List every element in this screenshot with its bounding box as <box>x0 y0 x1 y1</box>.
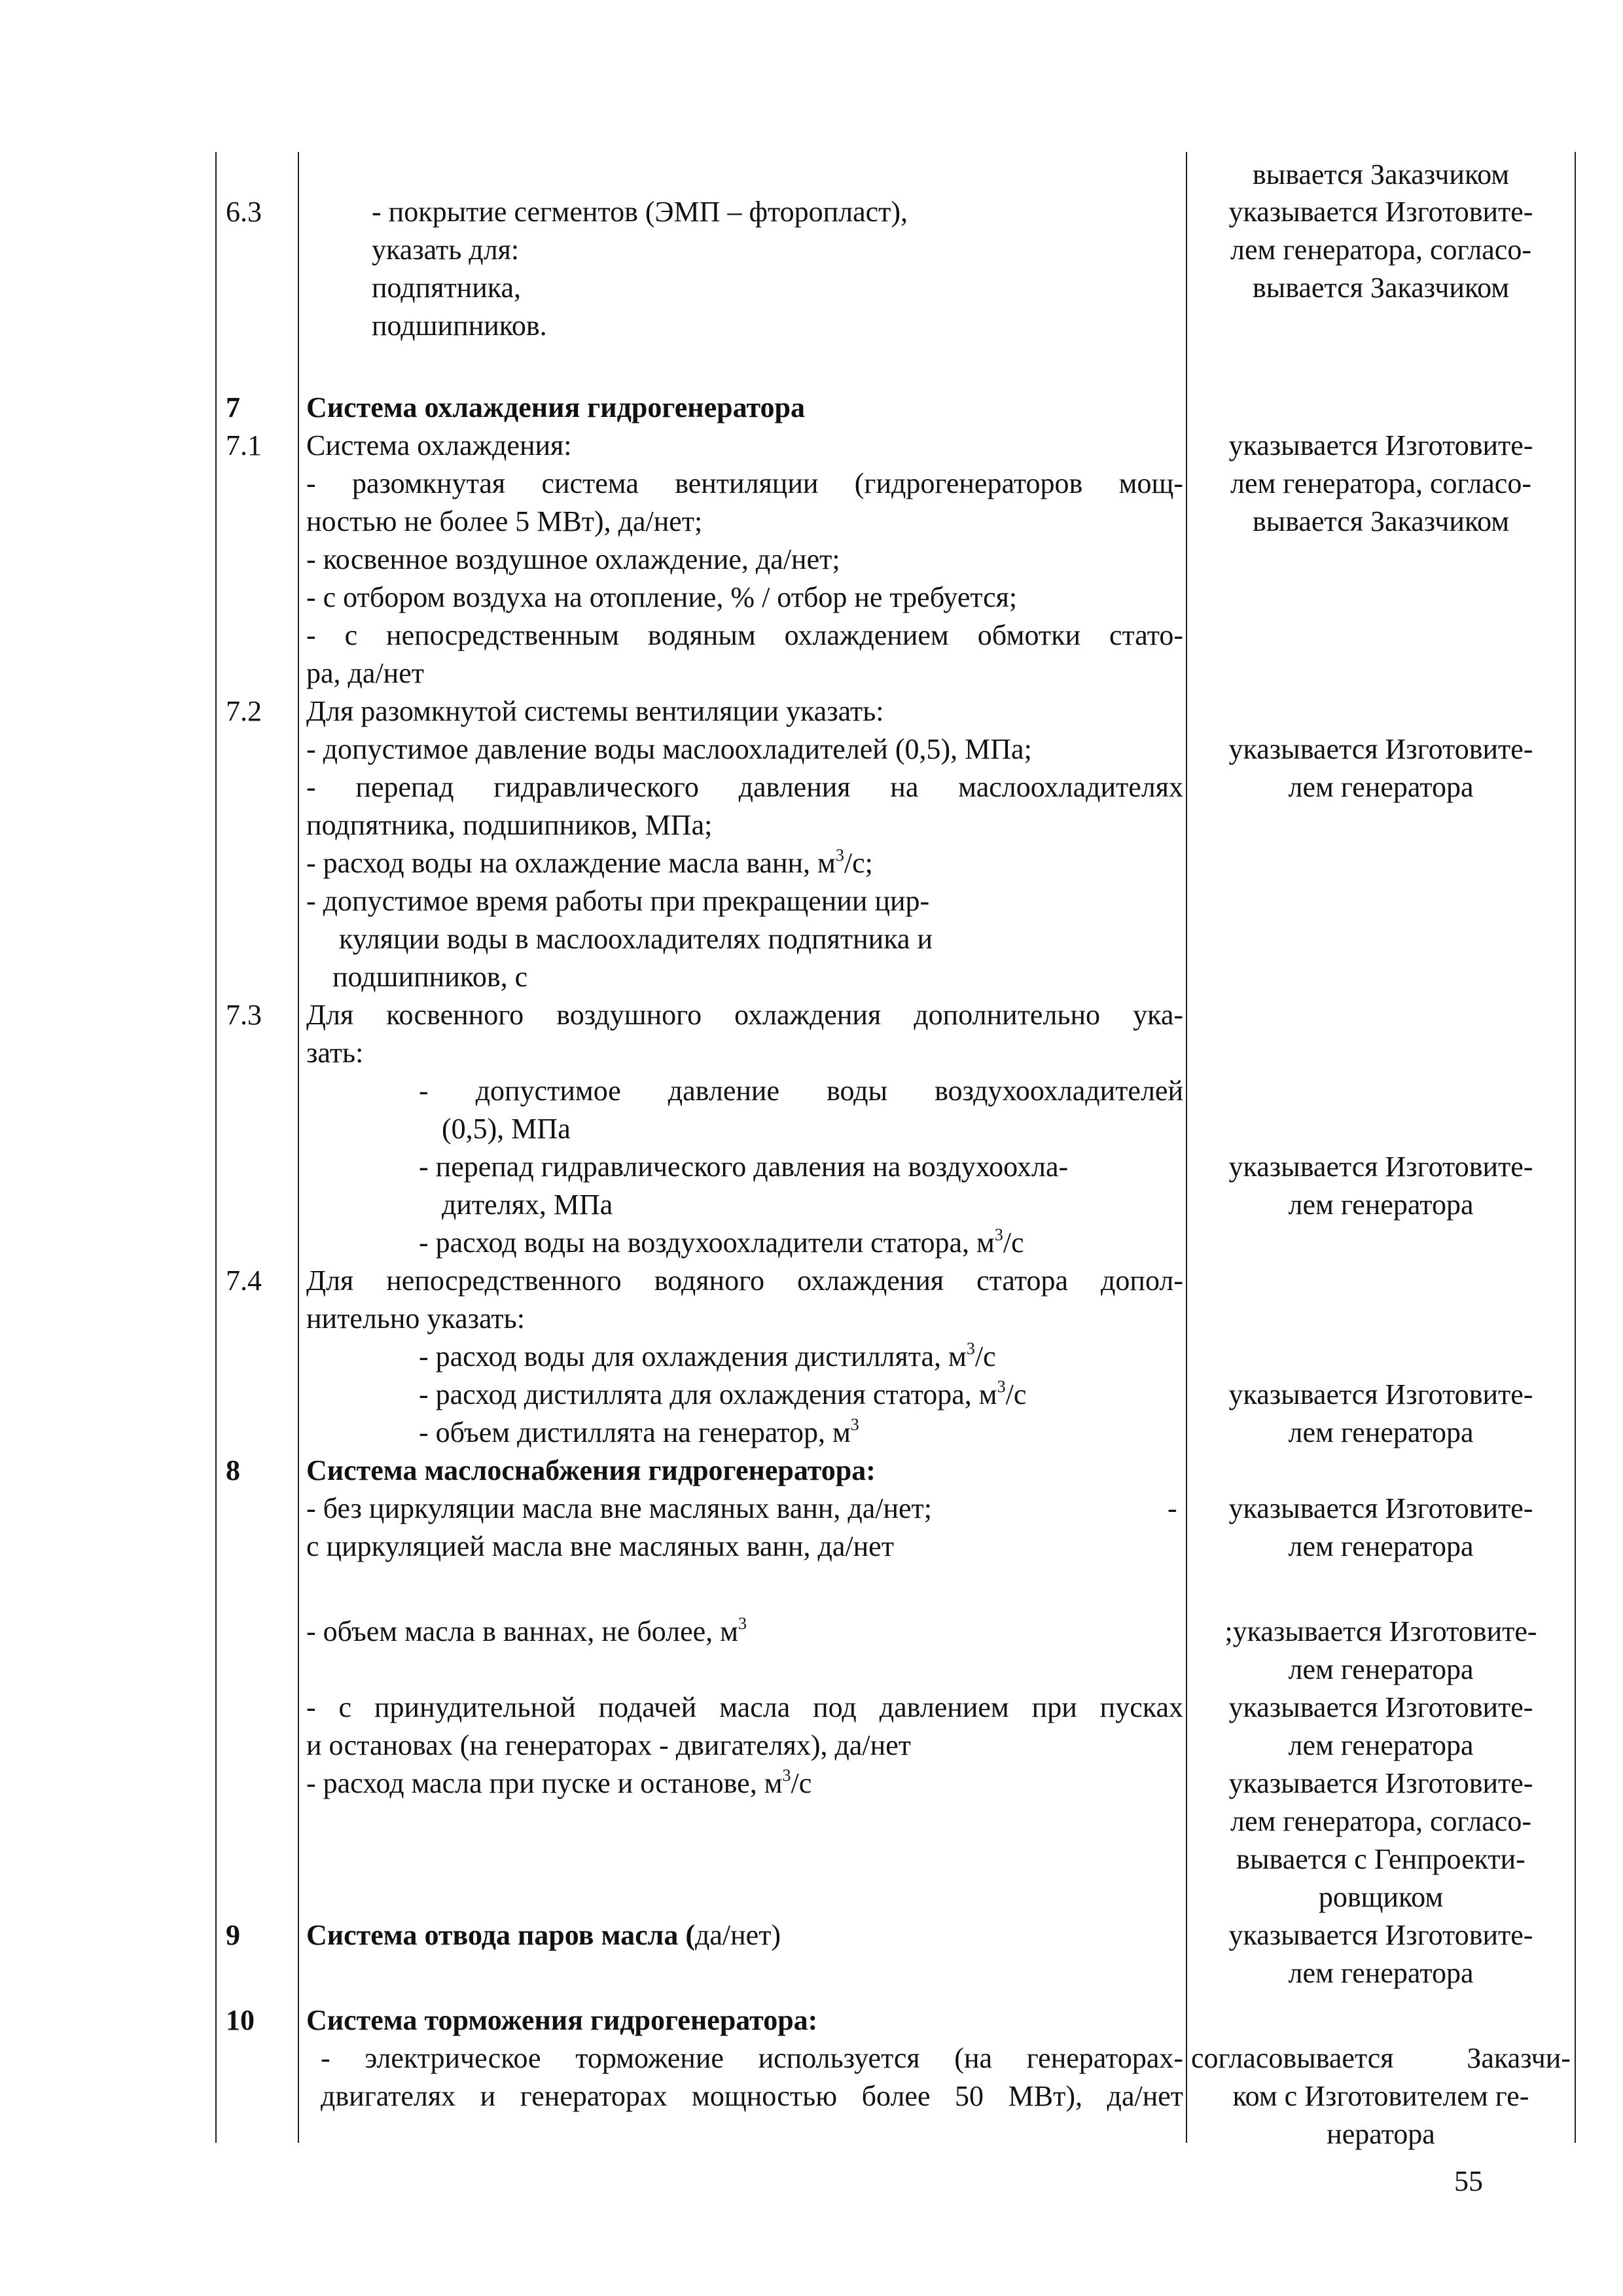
item-text: и остановах (на генераторах - двигателях), да/нет <box>306 1729 911 1761</box>
note-line: согласовывается Заказчи- <box>1191 2042 1571 2074</box>
item-text <box>306 1765 812 1803</box>
item-text: двигателях и генераторах мощностью более 50 МВт), да/нет <box>321 2080 1183 2112</box>
note-continuation: вывается Заказчиком <box>1252 158 1510 190</box>
item-number: 7.1 <box>226 429 262 461</box>
note-line: указывается Изготовите- <box>1228 1691 1533 1723</box>
table-border-right <box>1575 152 1576 2143</box>
note-line: указывается Изготовите- <box>1228 1492 1533 1524</box>
note-line: ком с Изготовителем ге- <box>1232 2080 1529 2112</box>
section-title: Система охлаждения гидрогенератора <box>306 391 805 423</box>
item-number: 7.3 <box>226 999 262 1031</box>
item-text-part: - расход масла при пуске и останове, м <box>306 1767 783 1799</box>
item-text: Для разомкнутой системы вентиляции указать: <box>306 695 884 727</box>
table-border-col1 <box>298 152 299 2143</box>
section-title: Система маслоснабжения гидрогенератора: <box>306 1454 876 1486</box>
note-line: нератора <box>1327 2118 1435 2150</box>
note-line: ;указывается Изготовите- <box>1224 1615 1537 1647</box>
superscript: 3 <box>994 1225 1003 1244</box>
item-text: - допустимое время работы при прекращении цир- <box>306 885 930 917</box>
item-text: - с принудительной подачей масла под давлением при пусках <box>306 1691 1183 1723</box>
item-text: подшипников, с <box>332 961 528 993</box>
table-border-col2 <box>1186 152 1187 2143</box>
note-line: указывается Изготовите- <box>1228 733 1533 765</box>
item-text: куляции воды в маслоохладителях подпятника и <box>339 923 933 955</box>
item-text: Система охлаждения: <box>306 429 572 461</box>
item-text: - <box>1168 1492 1177 1524</box>
note-line: лем генератора <box>1288 1957 1474 1989</box>
item-text: - покрытие сегментов (ЭМП – фторопласт), <box>372 196 908 228</box>
note-line: вывается Заказчиком <box>1252 505 1510 537</box>
item-text-part: - расход дистиллята для охлаждения статора, м <box>419 1378 997 1410</box>
item-text: - перепад гидравлического давления на маслоохладителях <box>306 771 1183 803</box>
item-text: зать: <box>306 1037 364 1069</box>
item-text: дителях, МПа <box>442 1189 613 1221</box>
note-line: лем генератора, согласо- <box>1230 467 1531 499</box>
note-line: указывается Изготовите- <box>1228 196 1533 228</box>
item-text-part: - объем масла в ваннах, не более, м <box>306 1615 739 1647</box>
note-line: указывается Изготовите- <box>1228 1919 1533 1951</box>
note-line: указывается Изготовите- <box>1228 1767 1533 1799</box>
note-line: ровщиком <box>1318 1881 1444 1913</box>
item-text <box>306 1613 747 1651</box>
item-text: Для непосредственного водяного охлаждения статора допол- <box>306 1265 1183 1297</box>
item-text: нительно указать: <box>306 1302 525 1335</box>
section-title-bold: Система отвода паров масла ( <box>306 1919 695 1951</box>
item-text: - допустимое давление воды воздухоохладителей <box>419 1075 1183 1107</box>
item-text <box>419 1338 996 1376</box>
item-text: с циркуляцией масла вне масляных ванн, да/нет <box>306 1530 894 1562</box>
item-text-part: /с <box>974 1340 996 1372</box>
section-number: 7 <box>226 391 240 423</box>
item-text <box>419 1414 859 1452</box>
table-border-left <box>215 152 217 2143</box>
note-line: указывается Изготовите- <box>1228 1151 1533 1183</box>
note-line: указывается Изготовите- <box>1228 429 1533 461</box>
page-number: 55 <box>1454 2165 1483 2197</box>
superscript: 3 <box>850 1415 859 1434</box>
item-text: ра, да/нет <box>306 657 424 689</box>
item-number: 7.4 <box>226 1265 262 1297</box>
item-text-part: /с <box>791 1767 812 1799</box>
note-line: указывается Изготовите- <box>1228 1378 1533 1410</box>
item-text: подшипников. <box>372 310 547 342</box>
item-number: 6.3 <box>226 196 262 228</box>
item-text: указать для: <box>372 234 520 266</box>
note-line: лем генератора <box>1288 771 1474 803</box>
item-number: 7.2 <box>226 695 262 727</box>
item-text-part: - расход воды на охлаждение масла ванн, м <box>306 847 836 879</box>
note-line: лем генератора, согласо- <box>1230 234 1531 266</box>
item-text-part: /с <box>1003 1227 1024 1259</box>
item-text-part: /с; <box>844 847 873 879</box>
item-text-part: - объем дистиллята на генератор, м <box>419 1416 851 1448</box>
note-line: лем генератора <box>1288 1653 1474 1685</box>
section-number: 8 <box>226 1454 240 1486</box>
note-line: лем генератора <box>1288 1530 1474 1562</box>
note-line: лем генератора <box>1288 1189 1474 1221</box>
item-text <box>306 844 873 882</box>
section-title <box>306 1916 781 1954</box>
section-number: 9 <box>226 1919 240 1951</box>
item-text-part: /с <box>1005 1378 1027 1410</box>
item-text: - косвенное воздушное охлаждение, да/нет; <box>306 543 840 575</box>
superscript: 3 <box>966 1339 975 1358</box>
note-line: вывается с Генпроекти- <box>1236 1843 1525 1875</box>
note-line: лем генератора, согласо- <box>1230 1805 1531 1837</box>
item-text: ностью не более 5 МВт), да/нет; <box>306 505 703 537</box>
item-text: - без циркуляции масла вне масляных ванн, да/нет; <box>306 1492 932 1524</box>
item-text: - перепад гидравлического давления на воздухоохла- <box>419 1151 1069 1183</box>
item-text: подпятника, <box>372 272 522 304</box>
note-line: вывается Заказчиком <box>1252 272 1510 304</box>
note-line: лем генератора <box>1288 1729 1474 1761</box>
item-text: - разомкнутая система вентиляции (гидрогенераторов мощ- <box>306 467 1183 499</box>
item-text: - электрическое торможение используется (на генераторах- <box>321 2042 1183 2074</box>
section-title-tail: да/нет) <box>694 1919 781 1951</box>
note-line: лем генератора <box>1288 1416 1474 1448</box>
section-number: 10 <box>226 2004 255 2036</box>
item-text: подпятника, подшипников, МПа; <box>306 809 713 841</box>
item-text: Для косвенного воздушного охлаждения дополнительно ука- <box>306 999 1183 1031</box>
item-text <box>419 1224 1024 1262</box>
section-title: Система торможения гидрогенератора: <box>306 2004 818 2036</box>
item-text: - допустимое давление воды маслоохладителей (0,5), МПа; <box>306 733 1032 765</box>
item-text <box>419 1376 1026 1414</box>
item-text-part: - расход воды на воздухоохладители статора, м <box>419 1227 995 1259</box>
superscript: 3 <box>997 1377 1006 1396</box>
item-text-part: - расход воды для охлаждения дистиллята, м <box>419 1340 967 1372</box>
superscript: 3 <box>782 1766 791 1785</box>
item-text: (0,5), МПа <box>442 1113 571 1145</box>
item-text: - с непосредственным водяным охлаждением обмотки стато- <box>306 619 1183 651</box>
superscript: 3 <box>835 846 844 865</box>
item-text: - с отбором воздуха на отопление, % / отбор не требуется; <box>306 581 1018 613</box>
superscript: 3 <box>738 1614 747 1633</box>
